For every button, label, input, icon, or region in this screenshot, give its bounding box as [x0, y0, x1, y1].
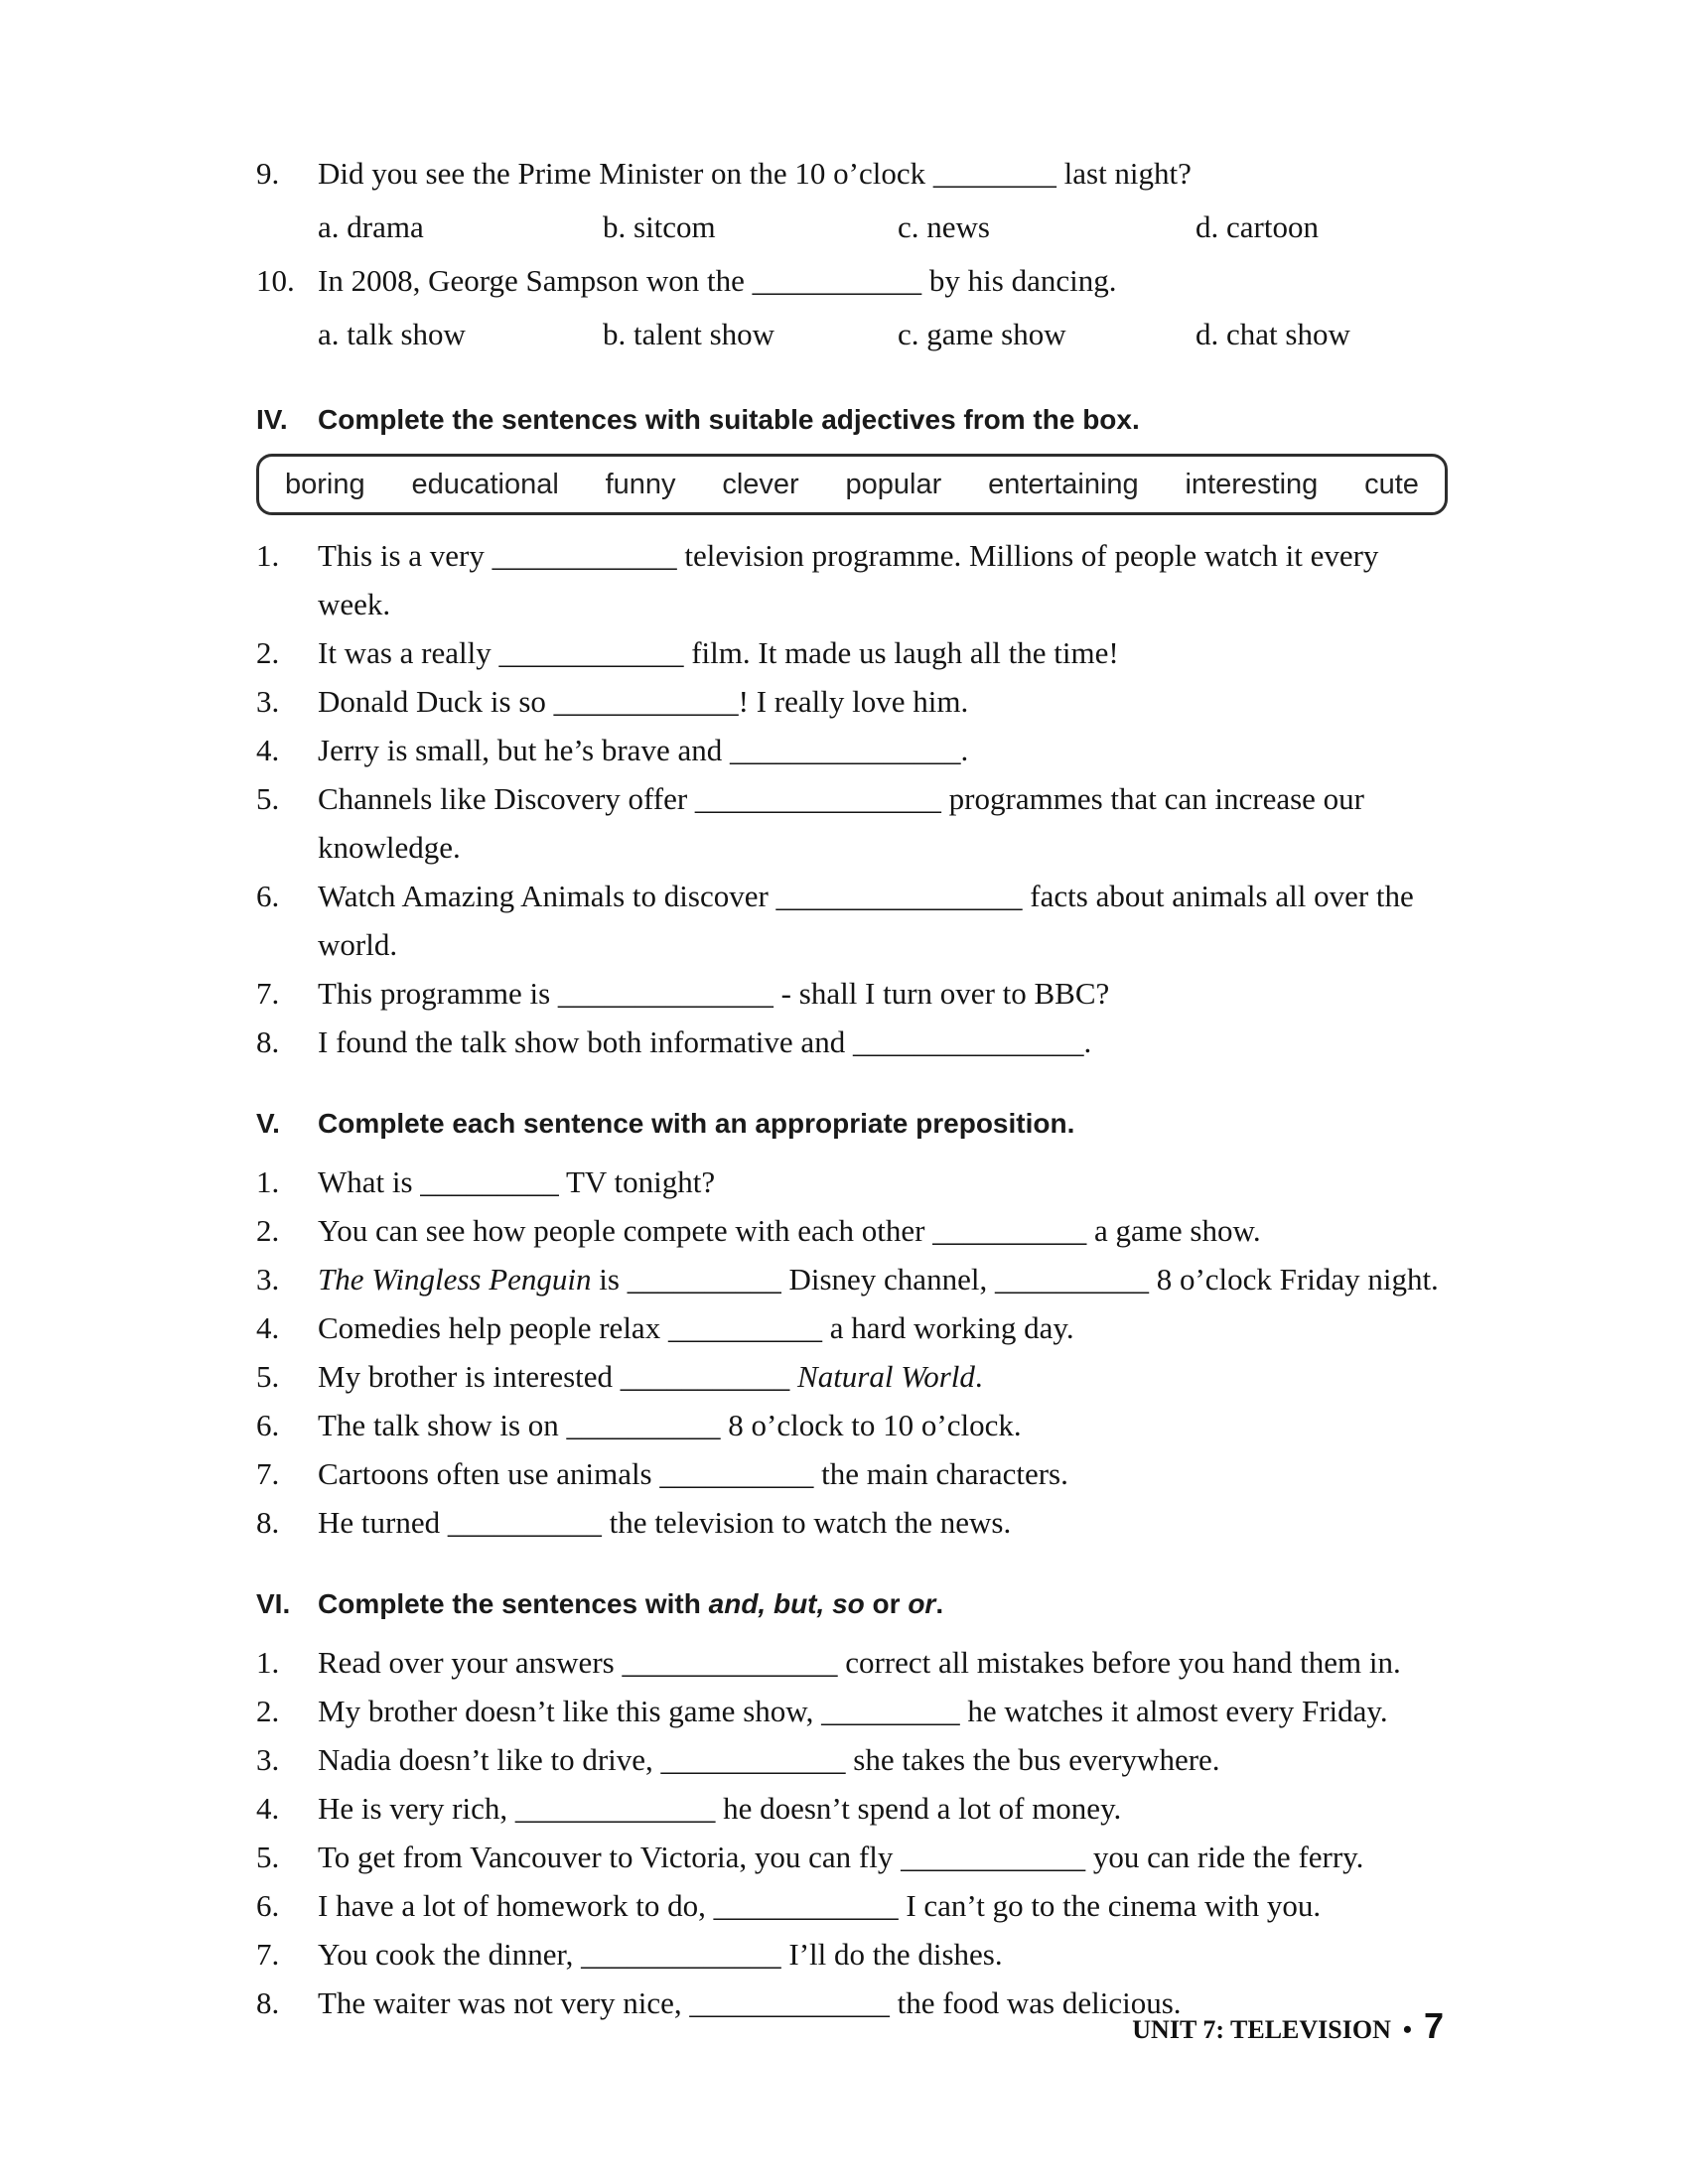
- exercise-item: [256, 872, 1448, 969]
- exercise-item: [256, 1018, 1448, 1066]
- item-number: 2.: [256, 1213, 280, 1248]
- item-text: You cook the dinner, _____________ I’ll do the dishes.: [318, 1937, 1003, 1972]
- item-number: 1.: [256, 1645, 280, 1680]
- option-c: c. news: [898, 209, 990, 244]
- exercise-item: [256, 1638, 1448, 1687]
- options-row: [256, 310, 1448, 358]
- exercise-item: [256, 1930, 1448, 1979]
- item-text: Nadia doesn’t like to drive, ____________ she takes the bus everywhere.: [318, 1742, 1220, 1777]
- item-text: My brother doesn’t like this game show, _________ he watches it almost every Friday.: [318, 1694, 1388, 1728]
- section-heading: [256, 1102, 1448, 1146]
- unit-label: UNIT 7: TELEVISION: [1132, 2015, 1391, 2044]
- item-number: 5.: [256, 1840, 280, 1874]
- word-box-word: interesting: [1185, 469, 1319, 500]
- exercise-item: [256, 774, 1448, 872]
- options-grid: [318, 310, 1448, 358]
- exercise-item: [256, 1833, 1448, 1881]
- question-text: Did you see the Prime Minister on the 10 o’clock ________ last night?: [318, 156, 1192, 191]
- exercise-item: [256, 969, 1448, 1018]
- item-number: 1.: [256, 538, 280, 573]
- item-text: He is very rich, _____________ he doesn’t spend a lot of money.: [318, 1791, 1122, 1826]
- exercise-item: [256, 628, 1448, 677]
- item-number: 8.: [256, 1985, 280, 2020]
- option-a: a. drama: [318, 209, 424, 244]
- section-title: Complete the sentences with suitable adjectives from the box.: [318, 404, 1140, 435]
- exercise-item: [256, 1206, 1448, 1255]
- options-indent: [256, 203, 318, 251]
- options-grid: [318, 203, 1448, 251]
- item-number: 6.: [256, 1888, 280, 1923]
- item-text: [318, 1255, 1448, 1303]
- page-number: 7: [1423, 2005, 1444, 2046]
- item-text: I found the talk show both informative and _______________.: [318, 1024, 1092, 1059]
- item-number: 4.: [256, 1310, 280, 1345]
- item-text-part: My brother is interested ___________: [318, 1359, 798, 1394]
- item-number: 1.: [256, 1164, 280, 1199]
- word-box-word: boring: [285, 469, 365, 500]
- item-text: This is a very ____________ television programme. Millions of people watch it every week.: [318, 538, 1379, 621]
- exercise-item: [256, 1352, 1448, 1401]
- item-text: Cartoons often use animals __________ the main characters.: [318, 1456, 1068, 1491]
- item-number: 2.: [256, 1694, 280, 1728]
- exercise-item: [256, 1303, 1448, 1352]
- item-text: The waiter was not very nice, _____________ the food was delicious.: [318, 1985, 1182, 2020]
- question-number: 10.: [256, 263, 295, 298]
- section-title-part: or: [864, 1588, 909, 1619]
- option-c: c. game show: [898, 317, 1066, 351]
- section-title-italic: or: [908, 1588, 936, 1619]
- item-number: 7.: [256, 976, 280, 1011]
- option-d: d. chat show: [1196, 317, 1350, 351]
- exercise-item: [256, 531, 1448, 628]
- item-text: [318, 1352, 1448, 1401]
- separator-dot: •: [1402, 2015, 1412, 2044]
- section-heading: [256, 398, 1448, 442]
- word-box-word: entertaining: [988, 469, 1139, 500]
- page-content: [256, 149, 1448, 2027]
- item-text: You can see how people compete with each other __________ a game show.: [318, 1213, 1261, 1248]
- item-number: 5.: [256, 781, 280, 816]
- exercise-item: [256, 726, 1448, 774]
- word-box-word: clever: [722, 469, 799, 500]
- item-text: Jerry is small, but he’s brave and _______________.: [318, 733, 969, 767]
- item-text: He turned __________ the television to watch the news.: [318, 1505, 1012, 1540]
- option-d: d. cartoon: [1196, 209, 1319, 244]
- section-heading: [256, 1582, 1448, 1626]
- word-box-word: funny: [605, 469, 676, 500]
- item-text-italic: The Wingless Penguin: [318, 1262, 592, 1297]
- item-number: 6.: [256, 879, 280, 913]
- item-text: This programme is ______________ - shall I turn over to BBC?: [318, 976, 1110, 1011]
- exercise-item: [256, 1158, 1448, 1206]
- item-text: The talk show is on __________ 8 o’clock to 10 o’clock.: [318, 1408, 1022, 1442]
- item-number: 8.: [256, 1505, 280, 1540]
- word-box-word: cute: [1364, 469, 1419, 500]
- exercise-item: [256, 1255, 1448, 1303]
- exercise-item: [256, 1784, 1448, 1833]
- item-number: 4.: [256, 733, 280, 767]
- options-row: [256, 203, 1448, 251]
- item-number: 7.: [256, 1456, 280, 1491]
- section-number: V.: [256, 1108, 280, 1139]
- page-footer: [1132, 2005, 1444, 2047]
- item-number: 3.: [256, 684, 280, 719]
- section-title: [318, 1582, 943, 1626]
- item-number: 4.: [256, 1791, 280, 1826]
- exercise-item: [256, 1401, 1448, 1449]
- exercise-item: [256, 1735, 1448, 1784]
- item-number: 6.: [256, 1408, 280, 1442]
- item-text: It was a really ____________ film. It made us laugh all the time!: [318, 635, 1119, 670]
- section-title: Complete each sentence with an appropriate preposition.: [318, 1108, 1075, 1139]
- exercise-item: [256, 1498, 1448, 1547]
- item-number: 3.: [256, 1262, 280, 1297]
- item-number: 8.: [256, 1024, 280, 1059]
- exercise-item: [256, 677, 1448, 726]
- option-b: b. sitcom: [603, 209, 716, 244]
- exercise-item: [256, 1881, 1448, 1930]
- exercise-item: [256, 1687, 1448, 1735]
- section-title-part: Complete the sentences with: [318, 1588, 709, 1619]
- options-indent: [256, 310, 318, 358]
- option-a: a. talk show: [318, 317, 466, 351]
- item-text: Channels like Discovery offer ________________ programmes that can increase our knowledge.: [318, 781, 1364, 865]
- question-number: 9.: [256, 156, 280, 191]
- item-number: 3.: [256, 1742, 280, 1777]
- item-number: 7.: [256, 1937, 280, 1972]
- exercise-item: [256, 1449, 1448, 1498]
- item-text: Read over your answers ______________ correct all mistakes before you hand them in.: [318, 1645, 1401, 1680]
- section-title-italic: and, but, so: [708, 1588, 865, 1619]
- item-text: To get from Vancouver to Victoria, you can fly ____________ you can ride the ferry.: [318, 1840, 1364, 1874]
- question-text: In 2008, George Sampson won the ___________ by his dancing.: [318, 263, 1117, 298]
- item-text-part: .: [974, 1359, 983, 1394]
- item-text: Watch Amazing Animals to discover ________________ facts about animals all over the world.: [318, 879, 1414, 962]
- word-box-word: educational: [411, 469, 559, 500]
- section-number: VI.: [256, 1588, 291, 1619]
- option-b: b. talent show: [603, 317, 775, 351]
- item-text-part: is __________ Disney channel, __________ 8 o’clock Friday night.: [591, 1262, 1439, 1297]
- item-text: What is _________ TV tonight?: [318, 1164, 716, 1199]
- item-text-italic: Natural World: [797, 1359, 975, 1394]
- item-text: Donald Duck is so ____________! I really love him.: [318, 684, 969, 719]
- question-row: [256, 149, 1448, 198]
- item-number: 5.: [256, 1359, 280, 1394]
- section-number: IV.: [256, 404, 288, 435]
- word-box-word: popular: [845, 469, 942, 500]
- item-text: Comedies help people relax __________ a hard working day.: [318, 1310, 1074, 1345]
- item-text: I have a lot of homework to do, ____________ I can’t go to the cinema with you.: [318, 1888, 1322, 1923]
- section-title-part: .: [935, 1588, 944, 1619]
- item-number: 2.: [256, 635, 280, 670]
- word-box: [256, 454, 1448, 515]
- question-row: [256, 256, 1448, 305]
